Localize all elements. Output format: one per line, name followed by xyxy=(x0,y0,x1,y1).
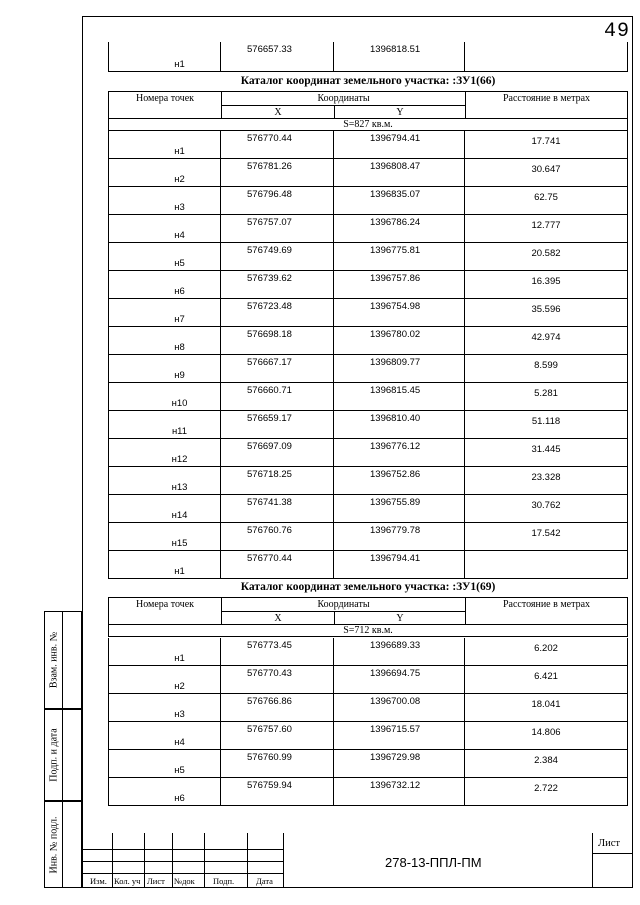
coord-y: 1396775.81 xyxy=(370,245,421,256)
coord-y: 1396808.47 xyxy=(370,161,421,172)
header-coords: Координаты xyxy=(221,92,465,106)
table-row xyxy=(108,299,628,327)
table-row xyxy=(108,355,628,383)
distance: 51.118 xyxy=(531,416,561,427)
coord-x: 576760.76 xyxy=(247,525,292,536)
point-name: н12 xyxy=(171,454,188,465)
header-distance: Расстояние в метрах xyxy=(465,598,627,624)
distance: 17.741 xyxy=(531,136,561,147)
coord-y: 1396689.33 xyxy=(370,640,421,651)
distance: 18.041 xyxy=(531,699,561,710)
distance: 23.328 xyxy=(531,472,561,483)
table-row xyxy=(108,327,628,355)
stamp-label: Дата xyxy=(256,876,273,886)
coord-x: 576741.38 xyxy=(247,497,292,508)
coord-y: 1396810.40 xyxy=(370,413,421,424)
coord-y: 1396752.86 xyxy=(370,469,421,480)
point-name: н7 xyxy=(174,314,185,325)
coord-y: 1396776.12 xyxy=(370,441,421,452)
coord-x: 576698.18 xyxy=(247,329,292,340)
point-name: н15 xyxy=(171,538,188,549)
table-row-fragment xyxy=(108,42,628,72)
side-label-sign-date: Подп. и дата xyxy=(48,728,59,782)
coord-y: 1396694.75 xyxy=(370,668,421,679)
point-name: н3 xyxy=(174,202,185,213)
distance: 16.395 xyxy=(531,276,561,287)
table-row xyxy=(108,271,628,299)
point-name: н3 xyxy=(174,709,185,720)
stamp-label: Изм. xyxy=(90,876,107,886)
table-row xyxy=(108,638,628,666)
distance: 17.542 xyxy=(531,528,561,539)
side-box-replaced xyxy=(44,611,82,709)
header-x: X xyxy=(221,106,334,118)
coord-x: 576667.17 xyxy=(247,357,292,368)
table-row xyxy=(108,467,628,495)
table-row xyxy=(108,523,628,551)
coord-y: 1396715.57 xyxy=(370,724,421,735)
distance: 30.647 xyxy=(531,164,561,175)
point-name: н9 xyxy=(174,370,185,381)
coord-x: 576770.44 xyxy=(247,553,292,564)
coord-x: 576766.86 xyxy=(247,696,292,707)
coord-x: 576759.94 xyxy=(247,780,292,791)
coord-x: 576770.43 xyxy=(247,668,292,679)
point-name: н10 xyxy=(171,398,188,409)
table-row xyxy=(108,383,628,411)
header-points: Номера точек xyxy=(135,93,195,104)
coord-x: 576660.71 xyxy=(247,385,292,396)
point-name: н2 xyxy=(174,174,185,185)
point-name: н1 xyxy=(174,146,185,157)
coord-y: 1396757.86 xyxy=(370,273,421,284)
header-points: Номера точек xyxy=(135,599,195,610)
document-code: 278-13-ППЛ-ПМ xyxy=(385,855,482,870)
header-coords: Координаты xyxy=(221,598,465,612)
table-row xyxy=(108,215,628,243)
coord-x: 576770.44 xyxy=(247,133,292,144)
point-name: н6 xyxy=(174,793,185,804)
coord-x: 576781.26 xyxy=(247,161,292,172)
area-label-2: S=712 кв.м. xyxy=(108,625,628,637)
coord-y: 1396780.02 xyxy=(370,329,421,340)
coord-y: 1396700.08 xyxy=(370,696,421,707)
distance: 20.582 xyxy=(531,248,561,259)
table-row xyxy=(108,495,628,523)
table-row xyxy=(108,159,628,187)
table-row xyxy=(108,666,628,694)
distance: 62.75 xyxy=(534,192,558,203)
coord-x: 576697.09 xyxy=(247,441,292,452)
coord-y: 1396818.51 xyxy=(370,44,421,55)
title-block xyxy=(82,833,633,888)
point-name: н1 xyxy=(174,566,185,577)
coord-x: 576659.17 xyxy=(247,413,292,424)
point-name: н5 xyxy=(174,258,185,269)
header-y: Y xyxy=(334,612,465,624)
catalog-title-2: Каталог координат земельного участка: :ЗУ1(69) xyxy=(240,581,496,593)
distance: 2.722 xyxy=(534,783,558,794)
distance: 12.777 xyxy=(531,220,561,231)
page-number: 49 xyxy=(603,20,630,43)
stamp-label: №док xyxy=(174,876,195,886)
point-name: н4 xyxy=(174,230,185,241)
point-name: н8 xyxy=(174,342,185,353)
area-label: S=827 кв.м. xyxy=(108,119,628,131)
distance: 8.599 xyxy=(534,360,558,371)
coord-x: 576757.07 xyxy=(247,217,292,228)
sheet-label: Лист xyxy=(598,838,620,849)
coord-x: 576796.48 xyxy=(247,189,292,200)
coord-x: 576773.45 xyxy=(247,640,292,651)
table-row xyxy=(108,750,628,778)
table-row xyxy=(108,243,628,271)
catalog-title: Каталог координат земельного участка: :ЗУ1(66) xyxy=(240,75,496,87)
coord-x: 576718.25 xyxy=(247,469,292,480)
point-name: н14 xyxy=(171,510,188,521)
distance: 42.974 xyxy=(531,332,561,343)
side-label-replaced: Взам. инв. № xyxy=(48,631,59,689)
point-name: н13 xyxy=(171,482,188,493)
distance: 6.421 xyxy=(534,671,558,682)
table-header xyxy=(108,91,628,119)
point-name: н4 xyxy=(174,737,185,748)
coord-x: 576749.69 xyxy=(247,245,292,256)
distance: 6.202 xyxy=(534,643,558,654)
table-row xyxy=(108,439,628,467)
point-name: н6 xyxy=(174,286,185,297)
distance: 5.281 xyxy=(534,388,558,399)
point-name: н1 xyxy=(174,59,185,70)
side-box-sign-date xyxy=(44,709,82,801)
table-row xyxy=(108,722,628,750)
stamp-label: Лист xyxy=(147,876,165,886)
header-x: X xyxy=(221,612,334,624)
stamp-label: Кол. уч xyxy=(114,876,141,886)
coord-y: 1396755.89 xyxy=(370,497,421,508)
distance: 2.384 xyxy=(534,755,558,766)
point-name: н1 xyxy=(174,653,185,664)
table-row xyxy=(108,551,628,579)
coord-y: 1396754.98 xyxy=(370,301,421,312)
distance: 31.445 xyxy=(531,444,561,455)
coord-x: 576757.60 xyxy=(247,724,292,735)
coord-y: 1396732.12 xyxy=(370,780,421,791)
table-row xyxy=(108,411,628,439)
coord-y: 1396729.98 xyxy=(370,752,421,763)
coord-y: 1396794.41 xyxy=(370,133,421,144)
coord-y: 1396786.24 xyxy=(370,217,421,228)
coord-x: 576739.62 xyxy=(247,273,292,284)
point-name: н11 xyxy=(171,426,188,437)
distance: 30.762 xyxy=(531,500,561,511)
point-name: н5 xyxy=(174,765,185,776)
header-y: Y xyxy=(334,106,465,118)
coord-x: 576723.48 xyxy=(247,301,292,312)
coord-x: 576657.33 xyxy=(247,44,292,55)
coord-y: 1396835.07 xyxy=(370,189,421,200)
coord-y: 1396794.41 xyxy=(370,553,421,564)
stamp-label: Подп. xyxy=(213,876,235,886)
distance: 14.806 xyxy=(531,727,561,738)
table-row xyxy=(108,131,628,159)
side-label-inventory: Инв. № подл. xyxy=(48,816,59,873)
coord-x: 576760.99 xyxy=(247,752,292,763)
distance: 35.596 xyxy=(531,304,561,315)
coord-y: 1396815.45 xyxy=(370,385,421,396)
table-row xyxy=(108,187,628,215)
header-distance: Расстояние в метрах xyxy=(465,92,627,118)
table-header-2 xyxy=(108,597,628,625)
point-name: н2 xyxy=(174,681,185,692)
coord-y: 1396809.77 xyxy=(370,357,421,368)
coord-y: 1396779.78 xyxy=(370,525,421,536)
table-row xyxy=(108,694,628,722)
table-row xyxy=(108,778,628,806)
side-box-inventory xyxy=(44,801,82,888)
